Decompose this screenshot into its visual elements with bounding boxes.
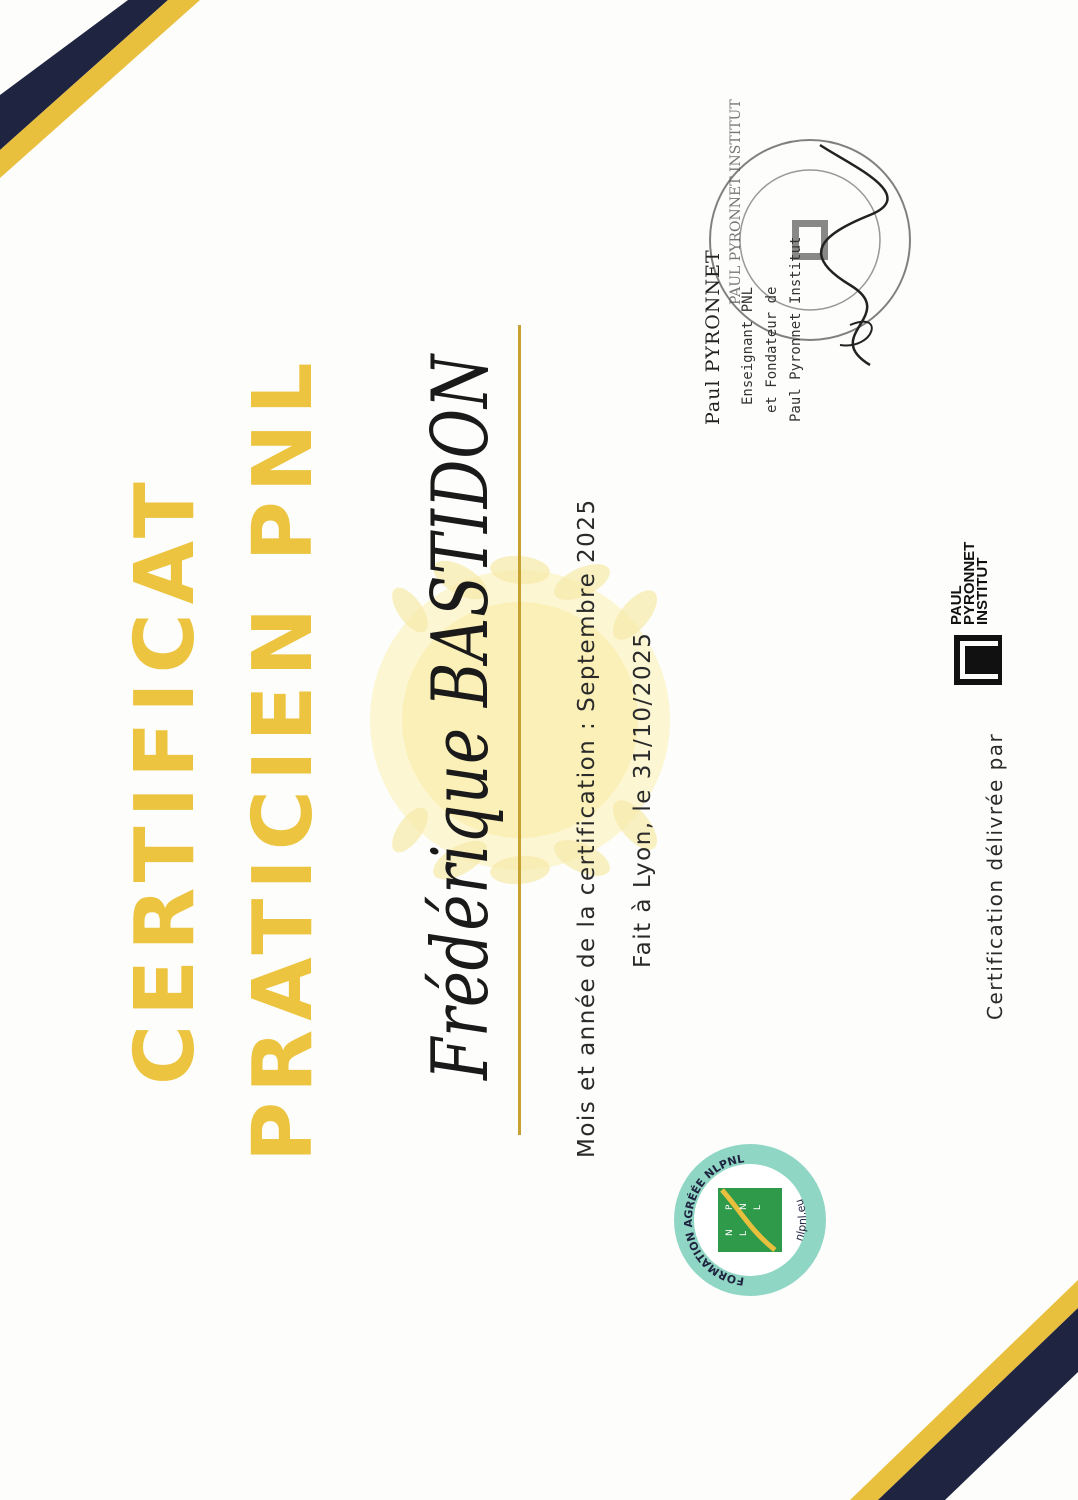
institute-stamp (700, 75, 920, 405)
badge-url: nlpnl.eu (792, 1197, 810, 1243)
institute-logo-text (950, 542, 989, 625)
signatory-name: Paul PYRONNET (702, 249, 724, 425)
recipient-name: Frédérique BASTIDON (416, 354, 506, 1080)
institute-logo-line-3: INSTITUT (974, 557, 991, 625)
certificate-title-line-1: CERTIFICAT (118, 473, 213, 1085)
signatory-role-3: Paul Pyronnet Institut (788, 236, 804, 422)
badge-letter-5: L (753, 1204, 763, 1210)
place-and-date-text: Fait à Lyon, le 31/10/2025 (630, 631, 656, 968)
signatory-role-1: Enseignant PNL (740, 286, 756, 405)
institute-logo-line-2: PYRONNET (961, 541, 978, 625)
badge-letter-2: L (739, 1230, 749, 1236)
badge-letter-4: N (739, 1203, 749, 1210)
institute-logo (950, 435, 1010, 685)
signatory-role-2: et Fondateur de (764, 286, 780, 413)
badge-letter-3: P (725, 1204, 735, 1210)
institute-logo-mark-icon (954, 635, 1002, 685)
signature (820, 145, 888, 365)
name-underline (518, 325, 521, 1135)
badge-letter-1: N (725, 1229, 735, 1236)
institute-logo-line-1: PAUL (948, 585, 965, 625)
nlpnl-badge (670, 1140, 830, 1300)
badge-ring-text: FORMATION AGRÉÉE NLPNL (681, 1152, 746, 1288)
delivered-by-text: Certification délivrée par (983, 732, 1007, 1020)
certification-month-text: Mois et année de la certification : Septembre 2025 (574, 498, 600, 1158)
stamp-text: PAUL PYRONNET INSTITUT (728, 99, 744, 305)
certificate-title-line-2: PRATICIEN PNL (236, 353, 331, 1162)
